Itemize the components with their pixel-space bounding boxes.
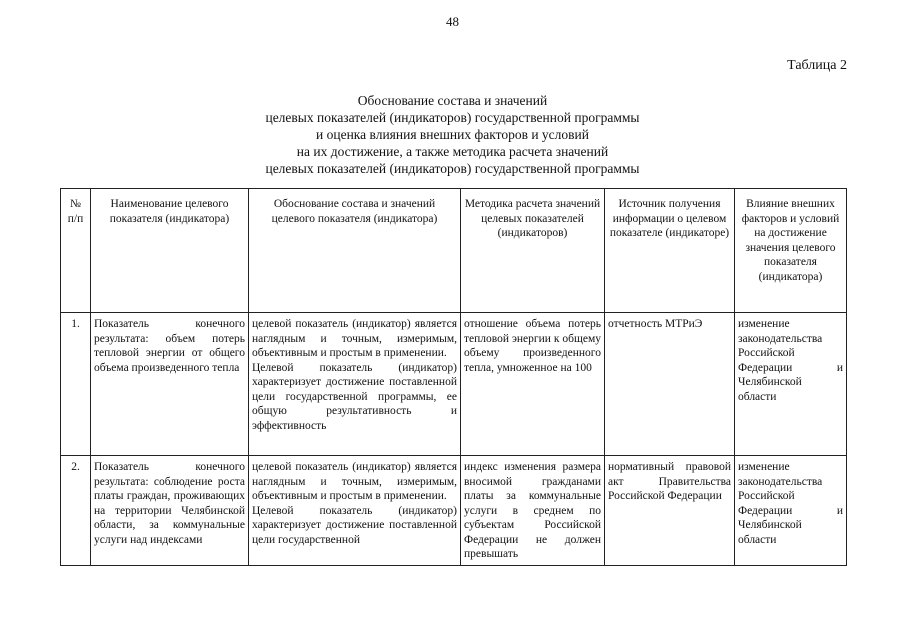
table-row xyxy=(61,456,847,566)
calculation-method: отношение объема потерь тепловой энергии к общему объему произведенного тепла, умноженное на 100 xyxy=(461,313,605,456)
row-number: 1. xyxy=(61,313,91,456)
rationale-paragraph: Целевой показатель (индикатор) характеризует достижение поставленной цели государственной программы, ее общую результативность и эффективность xyxy=(252,361,457,432)
header-source: Источник получения информации о целевом показателе (индикаторе) xyxy=(605,189,735,313)
rationale-paragraph: Целевой показатель (индикатор) характеризует достижение поставленной цели государственной xyxy=(252,504,457,546)
title-line: Обоснование состава и значений xyxy=(357,93,548,108)
title-line: и оценка влияния внешних факторов и условий xyxy=(316,127,589,142)
page-number: 48 xyxy=(446,14,459,29)
calculation-method: индекс изменения размера вносимой гражданами платы за коммунальные услуги в среднем по субъектам Российской Федерации не должен превышать xyxy=(461,456,605,566)
header-rationale: Обоснование состава и значений целевого показателя (индикатора) xyxy=(249,189,461,313)
header-indicator-name: Наименование целевого показателя (индикатора) xyxy=(91,189,249,313)
title-line: целевых показателей (индикаторов) государственной программы xyxy=(265,161,640,176)
table-row xyxy=(61,313,847,456)
table-title xyxy=(0,92,905,177)
indicator-rationale xyxy=(249,456,461,566)
information-source: отчетность МТРиЭ xyxy=(605,313,735,456)
row-number: 2. xyxy=(61,456,91,566)
header-influence: Влияние внешних факторов и условий на достижение значения целевого показателя (индикатора) xyxy=(735,189,847,313)
rationale-paragraph: целевой показатель (индикатор) является наглядным и точным, измеримым, объективным и простым в применении. xyxy=(252,318,457,359)
header-num: № п/п xyxy=(61,189,91,313)
external-influence: изменение законодательства Российской Федерации и Челябинской области xyxy=(735,456,847,566)
indicator-name: Показатель конечного результата: объем потерь тепловой энергии от общего объема произведенного тепла xyxy=(91,313,249,456)
table-label: Таблица 2 xyxy=(787,58,847,73)
header-method: Методика расчета значений целевых показателей (индикаторов) xyxy=(461,189,605,313)
indicators-table xyxy=(60,188,847,566)
indicator-rationale xyxy=(249,313,461,456)
rationale-paragraph: целевой показатель (индикатор) является наглядным и точным, измеримым, объективным и простым в применении. xyxy=(252,461,457,502)
indicator-name: Показатель конечного результата: соблюдение роста платы граждан, проживающих на территории Челябинской области, за коммунальные услуги над индексами xyxy=(91,456,249,566)
title-line: целевых показателей (индикаторов) государственной программы xyxy=(265,110,640,125)
external-influence: изменение законодательства Российской Федерации и Челябинской области xyxy=(735,313,847,456)
title-line: на их достижение, а также методика расчета значений xyxy=(296,144,609,159)
information-source: нормативный правовой акт Правительства Российской Федерации xyxy=(605,456,735,566)
table-header-row xyxy=(61,189,847,313)
